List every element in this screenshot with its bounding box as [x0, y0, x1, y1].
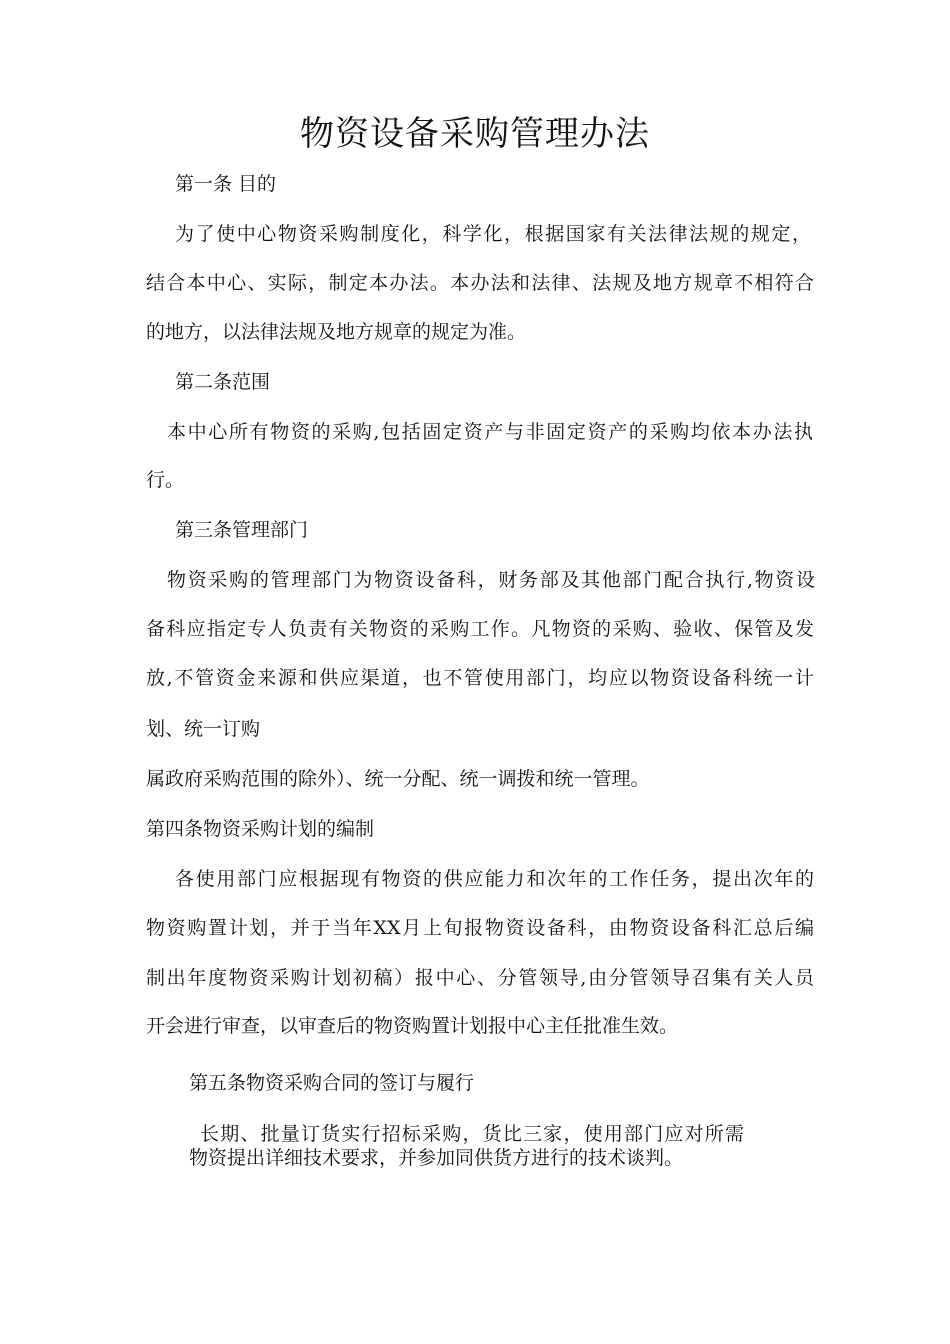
article-5-text-line-2: 物资提出详细技术要求，并参加同供货方进行的技术谈判。: [189, 1147, 684, 1169]
article-4-text-line-1: 各使用部门应根据现有物资的供应能力和次年的工作任务，提出次年的: [175, 868, 814, 890]
article-4-text-line-2: 物资购置计划，并于当年XX月上旬报物资设备科，由物资设备科汇总后编: [146, 917, 814, 939]
article-2-text-line-1: 本中心所有物资的采购,包括固定资产与非固定资产的采购均依本办法执: [167, 421, 813, 443]
article-4-text-line-3: 制出年度物资采购计划初稿）报中心、分管领导,由分管领导召集有关人员: [146, 967, 814, 989]
article-3-text-line-4: 划、统一订购: [146, 718, 261, 740]
article-3-text-line-1: 物资采购的管理部门为物资设备科，财务部及其他部门配合执行,物资设: [167, 569, 815, 591]
article-5-heading: 第五条物资采购合同的签订与履行: [189, 1072, 475, 1094]
article-3-text-line-2: 备科应指定专人负责有关物资的采购工作。凡物资的采购、验收、保管及发: [146, 618, 814, 640]
article-3-text-line-3: 放,不管资金来源和供应渠道，也不管使用部门，均应以物资设备科统一计: [146, 667, 814, 689]
article-1-heading: 第一条 目的: [175, 173, 277, 195]
article-4-text-line-4: 开会进行审查，以审查后的物资购置计划报中心主任批准生效。: [146, 1015, 679, 1037]
article-2-text-line-2: 行。: [146, 469, 185, 491]
article-2-heading: 第二条范围: [175, 371, 271, 393]
article-5-text-line-1: 长期、批量订货实行招标采购，货比三家，使用部门应对所需: [200, 1123, 744, 1145]
article-3-heading: 第三条管理部门: [175, 519, 309, 541]
article-3-text-line-5: 属政府采购范围的除外）、统一分配、统一调拨和统一管理。: [146, 768, 650, 790]
article-4-heading: 第四条物资采购计划的编制: [146, 818, 375, 840]
document-title: 物资设备采购管理办法: [300, 114, 650, 154]
article-1-text-line-2: 结合本中心、实际，制定本办法。本办法和法律、法规及地方规章不相符合: [146, 272, 814, 294]
article-1-text-line-1: 为了使中心物资采购制度化，科学化，根据国家有关法律法规的规定，: [175, 223, 811, 245]
article-1-text-line-3: 的地方，以法律法规及地方规章的规定为准。: [146, 321, 527, 343]
